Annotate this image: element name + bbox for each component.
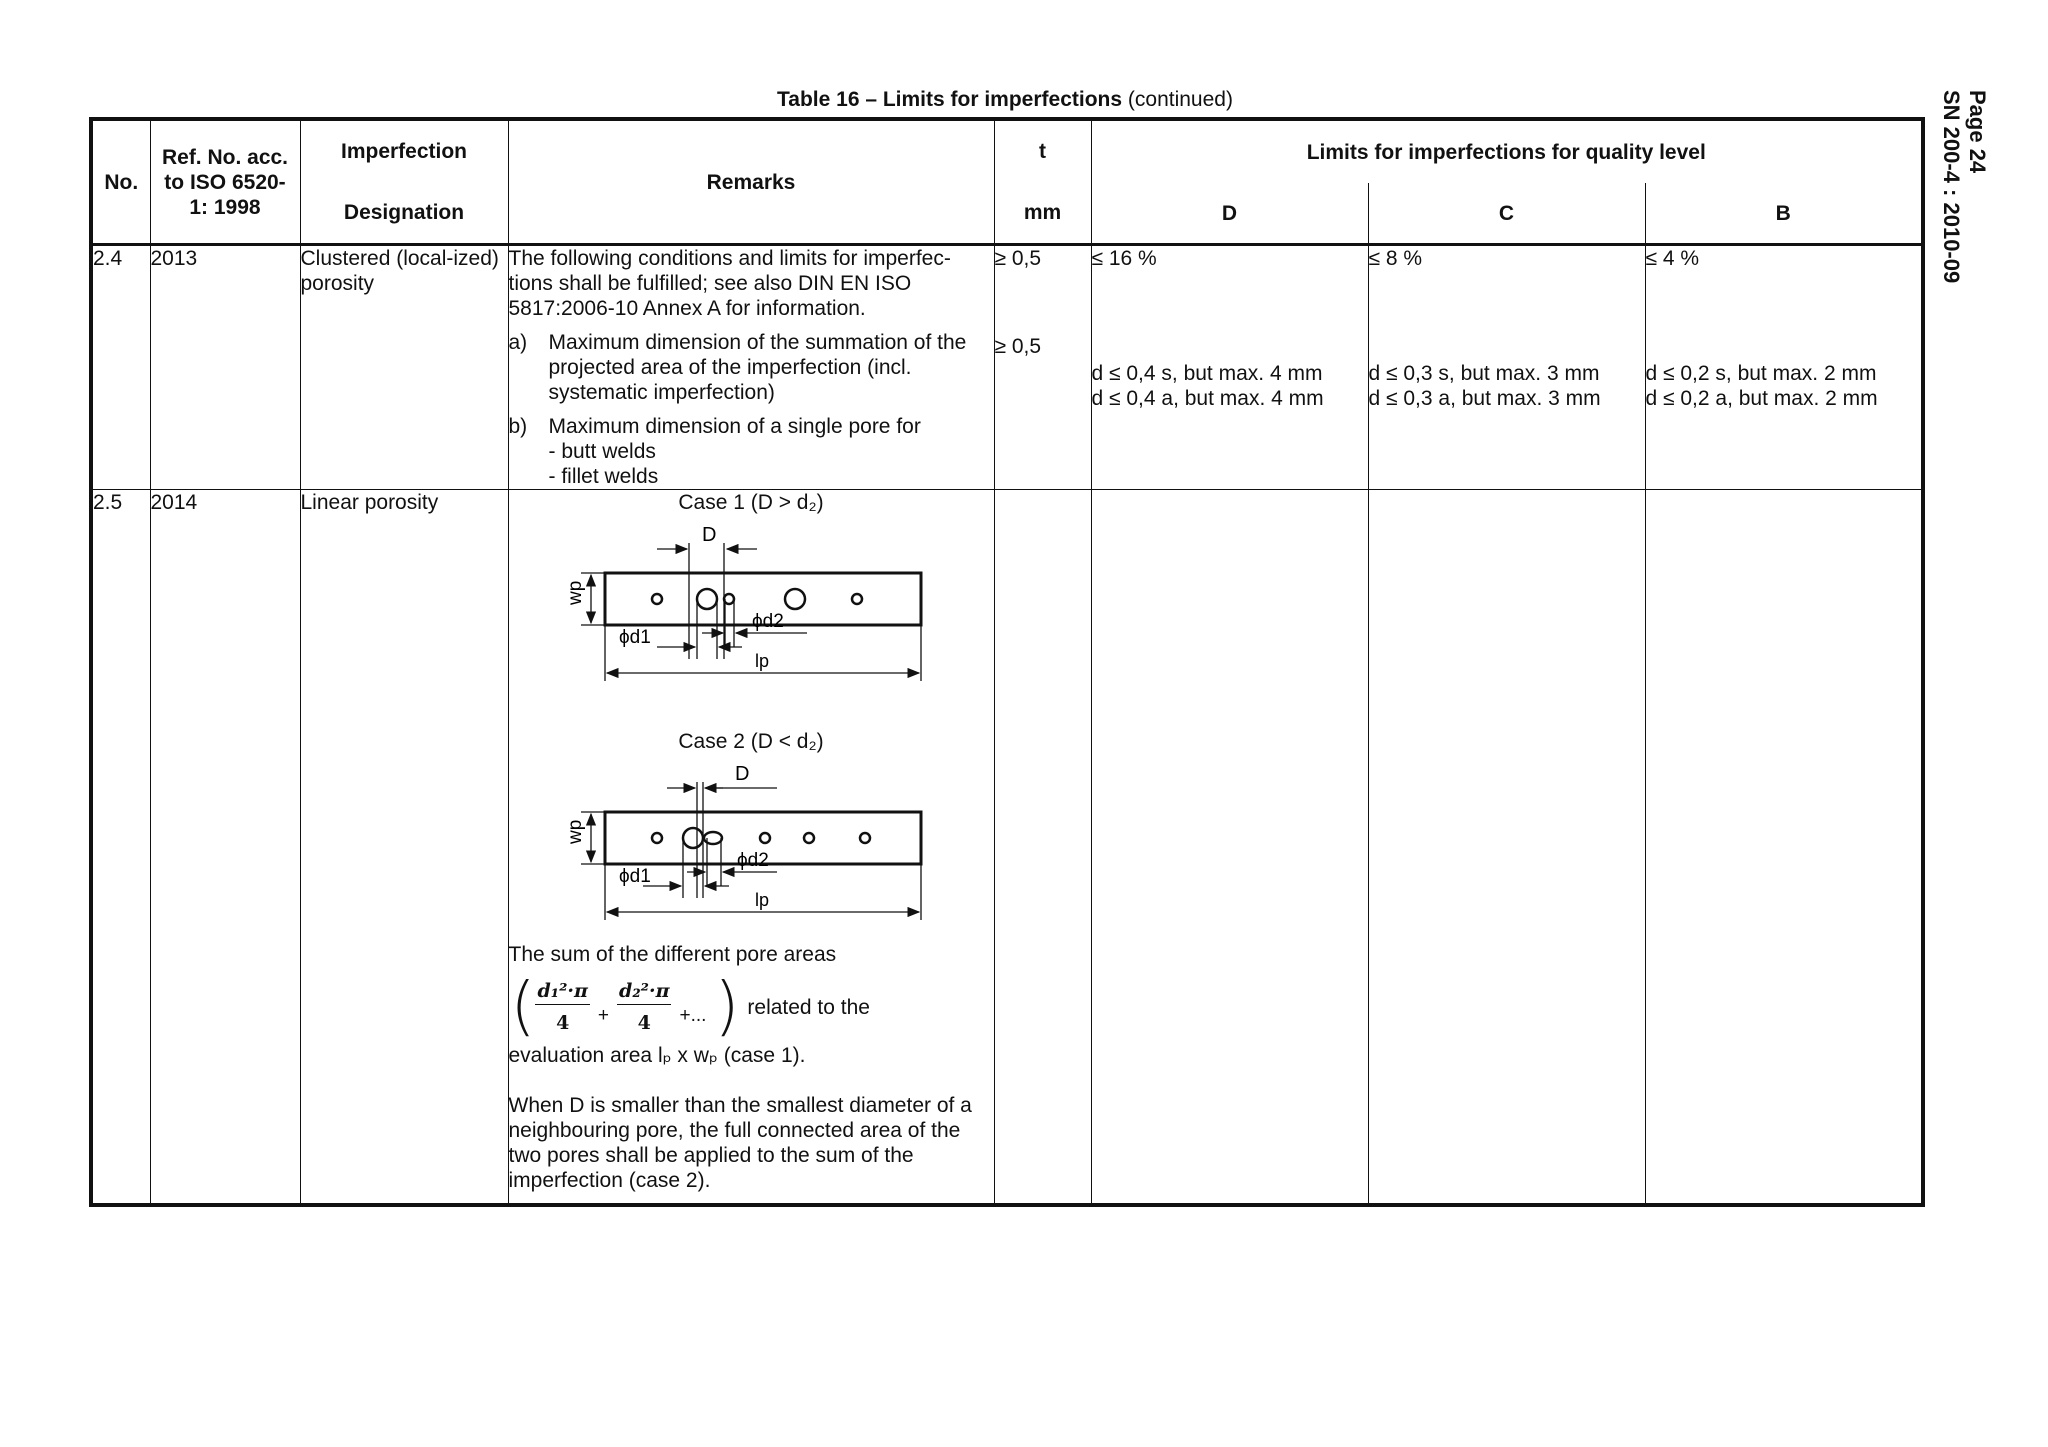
case2-pore-5 (804, 833, 814, 843)
header-level-b: B (1645, 183, 1923, 245)
header-imperfection (300, 119, 508, 245)
formula-plus: + (597, 1004, 610, 1026)
level-d-a: ≤ 16 % (1091, 247, 1157, 270)
formula-open-paren: ( (510, 970, 536, 1044)
item-b-body (549, 414, 994, 489)
row-2-5-no: 2.5 (91, 490, 150, 1206)
related-text: related to the (747, 995, 870, 1019)
eval-text: evaluation area lₚ x wₚ (case 1). (508, 1044, 806, 1067)
item-b-letter: b) (508, 415, 528, 438)
header-imperfection-label: Imperfection (340, 140, 468, 163)
header-level-d: D (1091, 183, 1368, 245)
case2-pore-6 (860, 833, 870, 843)
case1-pore-1 (652, 594, 662, 604)
table-row (91, 490, 1923, 1206)
row-2-4-remarks (508, 245, 994, 490)
header-level-c: C (1368, 183, 1645, 245)
row-2-5-t (994, 490, 1091, 1206)
formula-fraction-1 (535, 981, 589, 1033)
level-b-b2: d ≤ 0,2 a, but max. 2 mm (1645, 387, 1878, 410)
header-t (994, 119, 1091, 245)
level-d-b2: d ≤ 0,4 a, but max. 4 mm (1091, 387, 1324, 410)
t-a: ≥ 0,5 (994, 247, 1042, 270)
item-a-text: Maximum dimension of the summation of the projected area of the imperfection (incl. systematic imperfection) (548, 331, 967, 404)
row-2-5-remarks (508, 490, 994, 1206)
header-remarks: Remarks (508, 119, 994, 245)
item-b-fillet: - fillet welds (548, 465, 659, 488)
level-c-a: ≤ 8 % (1368, 247, 1423, 270)
header-no: No. (91, 119, 150, 245)
level-c-b1: d ≤ 0,3 s, but max. 3 mm (1368, 362, 1600, 385)
caption-continued: (continued) (1127, 88, 1233, 111)
case2-diagram (547, 758, 947, 928)
pore-area-formula (510, 970, 994, 1044)
header-designation-label: Designation (343, 201, 465, 224)
case2-d2-label: ϕd2 (736, 850, 769, 871)
case1-diagram (547, 519, 947, 689)
row-2-4-designation: Clustered (local-ized) porosity (300, 245, 508, 490)
header-imperfection-split (301, 121, 508, 243)
caption-title: Table 16 – Limits for imperfections (777, 88, 1123, 111)
case1-D-label: D (701, 524, 716, 546)
case1-pore-2 (697, 589, 717, 609)
formula-num-1: d₁²·π (535, 981, 589, 1005)
table-row (91, 245, 1923, 490)
header-t-unit: mm (1023, 201, 1062, 224)
row-2-5-designation: Linear porosity (300, 490, 508, 1206)
row-2-4-ref: 2013 (150, 245, 300, 490)
case2-title: Case 2 (D < d₂) (678, 730, 824, 753)
formula-num-2: d₂²·π (617, 981, 671, 1005)
document-id: SN 200-4 : 2010-09 (1939, 90, 1964, 284)
formula-den-2: 4 (637, 1012, 651, 1034)
t-b: ≥ 0,5 (994, 335, 1042, 358)
formula-den-1: 4 (556, 1012, 570, 1034)
case1-pore-5 (852, 594, 862, 604)
page-header-text (1938, 90, 1990, 283)
table-caption (89, 88, 1921, 112)
case1-wp-label: wp (564, 580, 586, 605)
header-ref-text: Ref. No. acc. to ISO 6520-1: 1998 (161, 145, 289, 219)
case2-pore-4 (760, 833, 770, 843)
level-c-b2: d ≤ 0,3 a, but max. 3 mm (1368, 387, 1601, 410)
case2-D-label: D (734, 763, 749, 785)
case2-d1-label: ϕd1 (618, 866, 651, 887)
level-b-a: ≤ 4 % (1645, 247, 1700, 270)
sum-text: The sum of the different pore areas (508, 943, 837, 966)
imperfections-table (89, 117, 1925, 1207)
row-2-4-item-a (509, 330, 994, 405)
formula-tail: +... (679, 1004, 707, 1026)
item-b-butt: - butt welds (548, 440, 656, 463)
row-2-4-level-d (1091, 245, 1368, 490)
level-b-b1: d ≤ 0,2 s, but max. 2 mm (1645, 362, 1877, 385)
case2-lp-label: lp (754, 890, 769, 910)
item-b-text: Maximum dimension of a single pore for (548, 415, 921, 438)
header-limits: Limits for imperfections for quality level (1091, 119, 1923, 183)
case1-d1-label: ϕd1 (618, 627, 651, 648)
row-2-4-level-c (1368, 245, 1645, 490)
case1-lp-label: lp (754, 651, 769, 671)
row-2-5-level-b (1645, 490, 1923, 1206)
item-a-letter: a) (508, 331, 528, 354)
row-2-4-level-b (1645, 245, 1923, 490)
case2-wp-label: wp (564, 819, 586, 844)
case1-pore-4 (785, 589, 805, 609)
case1-title: Case 1 (D > d₂) (678, 491, 824, 514)
formula-close-paren: ) (714, 970, 740, 1044)
case2-pore-1 (652, 833, 662, 843)
formula-fraction-2 (617, 981, 671, 1033)
row-2-5-ref: 2014 (150, 490, 300, 1206)
when-text: When D is smaller than the smallest diameter of a neighbouring pore, the full connected area of the two pores shall be applied to the sum of the imperfection (case 2). (508, 1094, 972, 1192)
header-ref (150, 119, 300, 245)
page-number: Page 24 (1965, 90, 1990, 174)
header-t-split (995, 121, 1091, 243)
row-2-4-t (994, 245, 1091, 490)
level-d-b1: d ≤ 0,4 s, but max. 4 mm (1091, 362, 1323, 385)
header-t-label: t (1039, 140, 1046, 163)
page-header-rotated (1930, 90, 1990, 350)
row-2-4-no: 2.4 (91, 245, 150, 490)
case1-d2-label: ϕd2 (751, 611, 784, 632)
row-2-5-level-d (1091, 490, 1368, 1206)
case2-pore-2 (683, 828, 703, 848)
row-2-4-intro: The following conditions and limits for imperfec-tions shall be fulfilled; see also DIN EN ISO 5817:2006-10 Annex A for information. (508, 247, 951, 320)
row-2-4-item-b (509, 414, 994, 489)
row-2-5-level-c (1368, 490, 1645, 1206)
